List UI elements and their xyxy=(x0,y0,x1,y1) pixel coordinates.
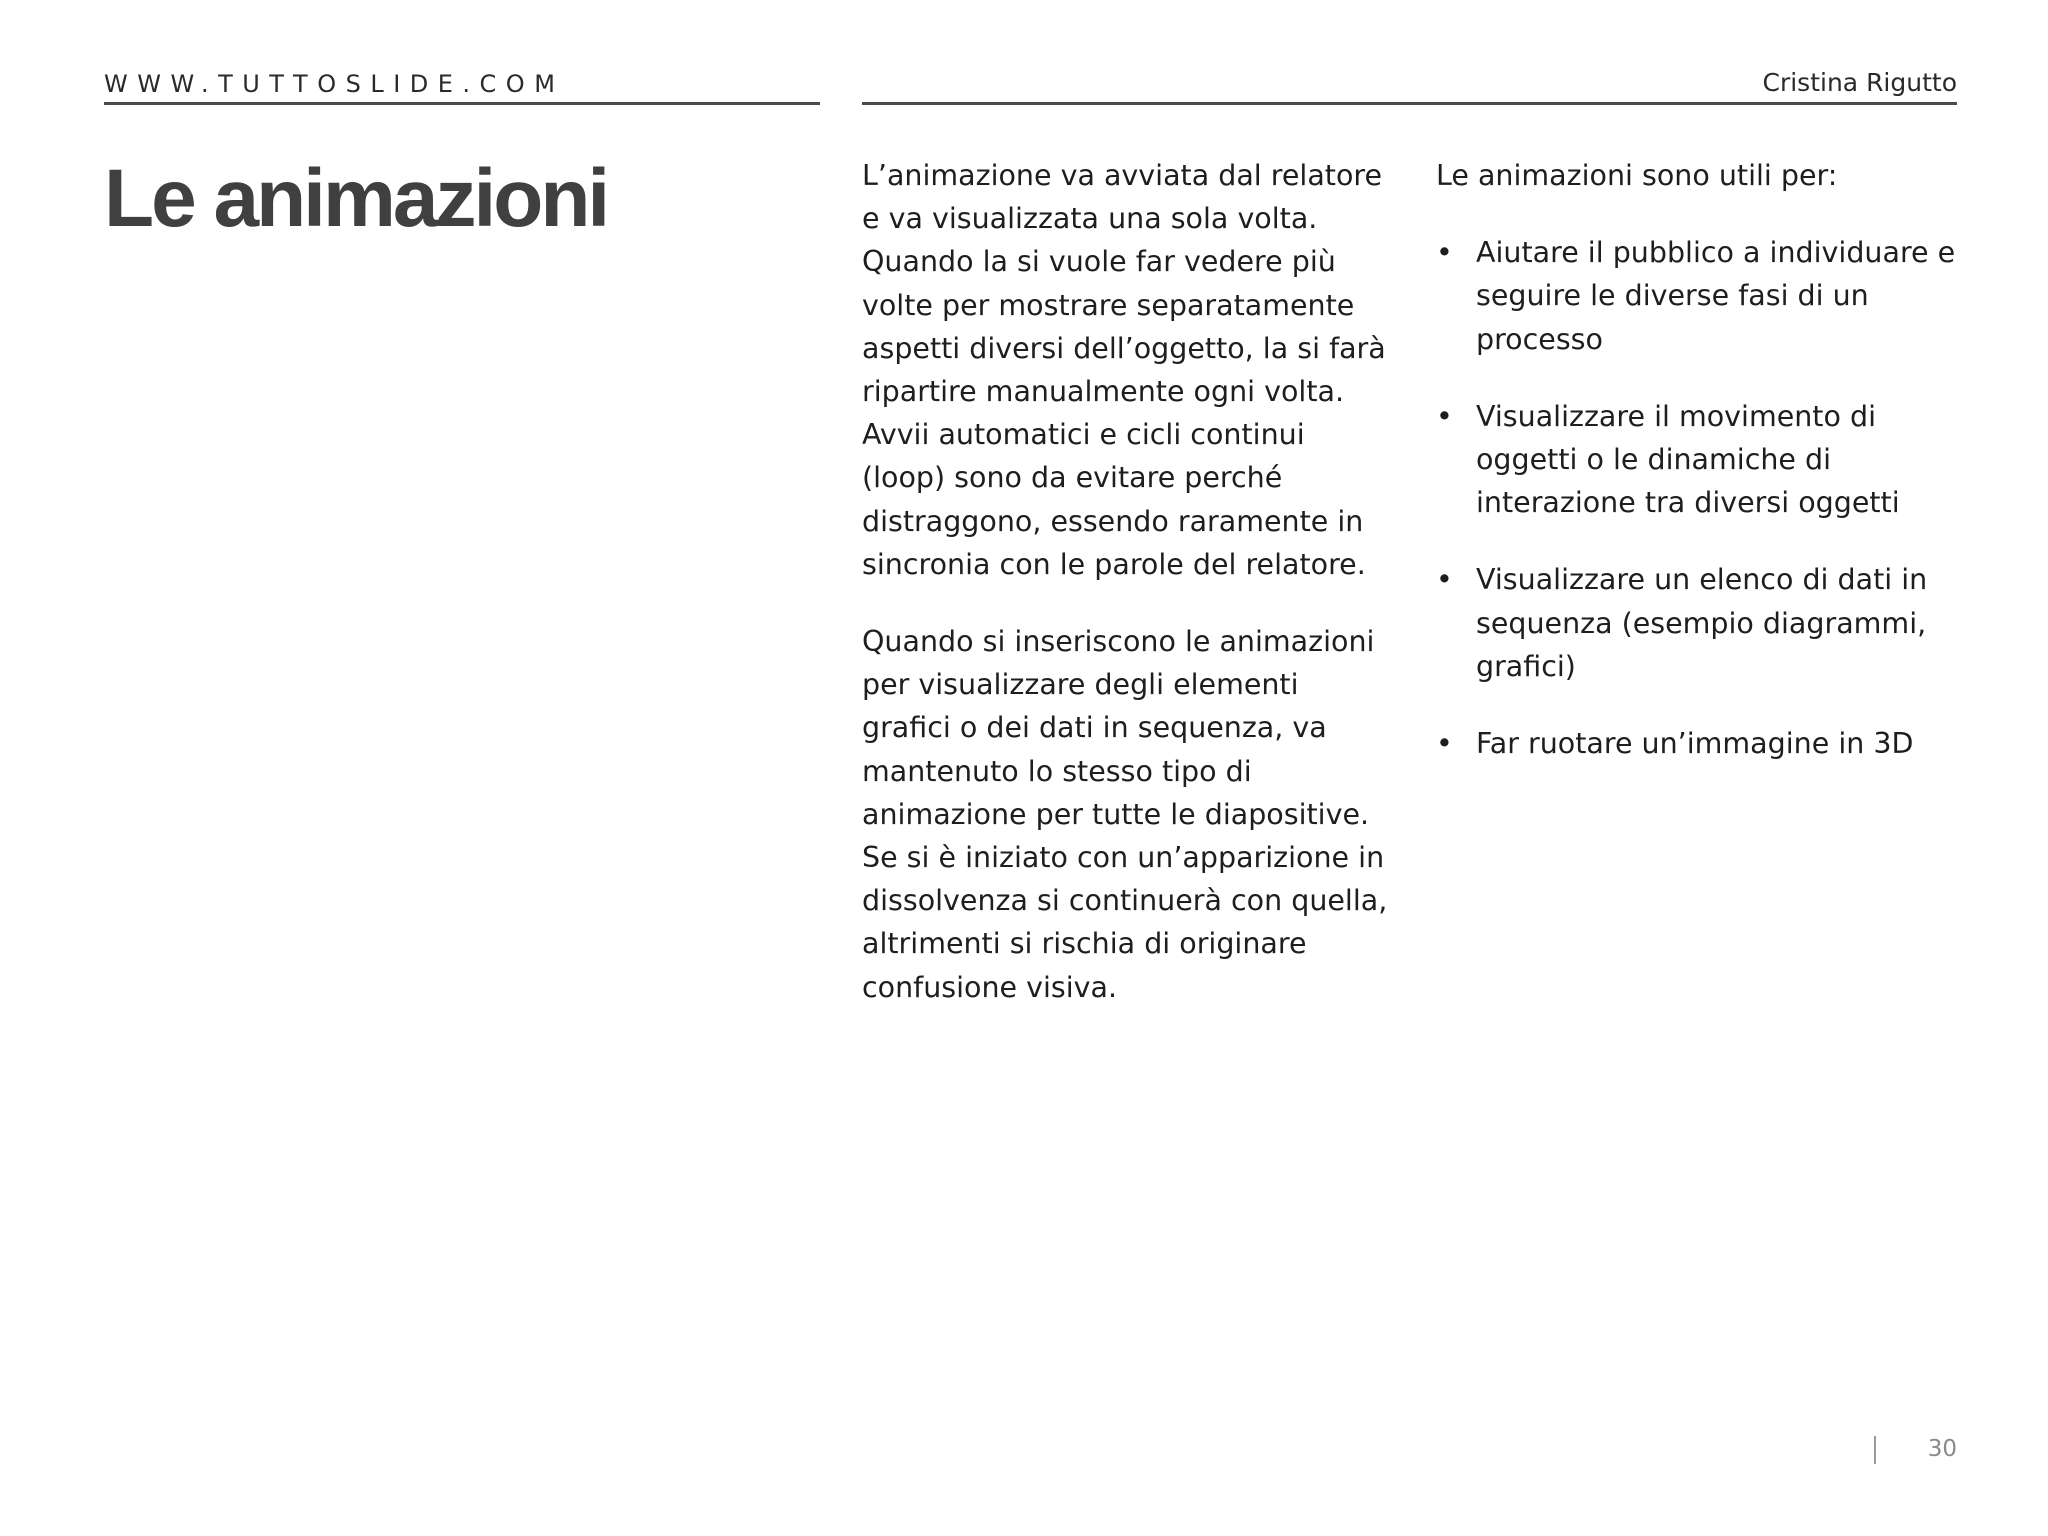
header-rule-right xyxy=(862,102,1957,105)
list-item xyxy=(1436,722,1976,765)
list-item-text: Visualizzare il movimento di oggetti o le dinamiche di interazione tra diversi oggetti xyxy=(1476,399,1900,520)
list-intro: Le animazioni sono utili per: xyxy=(1436,159,1838,192)
list-item xyxy=(1436,558,1976,688)
list-item-text: Aiutare il pubblico a individuare e seguire le diverse fasi di un processo xyxy=(1476,236,1956,356)
author-name: Cristina Rigutto xyxy=(1762,68,1957,97)
bullet-list xyxy=(1436,231,1976,765)
site-url: WWW.TUTTOSLIDE.COM xyxy=(104,70,565,98)
body-column-left xyxy=(862,154,1392,1043)
page-number: 30 xyxy=(1927,1436,1957,1462)
list-item xyxy=(1436,231,1976,361)
bullet-icon: • xyxy=(1436,236,1453,270)
bullet-icon: • xyxy=(1436,399,1453,433)
body-paragraph: Quando si inseriscono le animazioni per visualizzare degli elementi grafici o dei dati in sequenza, va mantenuto lo stesso tipo di animazione per tutte le diapositive. Se si è iniziato con un’apparizione in dissolvenza si continuerà con quella, altrimenti si rischia di originare confusione visiva. xyxy=(862,625,1388,1004)
bullet-icon: • xyxy=(1436,563,1453,597)
header-rule-left xyxy=(104,102,820,105)
bullet-icon: • xyxy=(1436,727,1453,761)
page-number-separator xyxy=(1874,1436,1876,1464)
body-paragraph: L’animazione va avviata dal relatore e va visualizzata una sola volta. Quando la si vuole far vedere più volte per mostrare separatamente aspetti diversi dell’oggetto, la si farà ripartire manualmente ogni volta. Avvii automatici e cicli continui (loop) sono da evitare perché distraggono, essendo raramente in sincronia con le parole del relatore. xyxy=(862,159,1386,581)
page-title: Le animazioni xyxy=(104,153,608,244)
list-item xyxy=(1436,395,1976,525)
list-item-text: Far ruotare un’immagine in 3D xyxy=(1476,727,1914,761)
body-column-right xyxy=(1436,154,1976,799)
list-item-text: Visualizzare un elenco di dati in sequenza (esempio diagrammi, grafici) xyxy=(1476,563,1928,683)
